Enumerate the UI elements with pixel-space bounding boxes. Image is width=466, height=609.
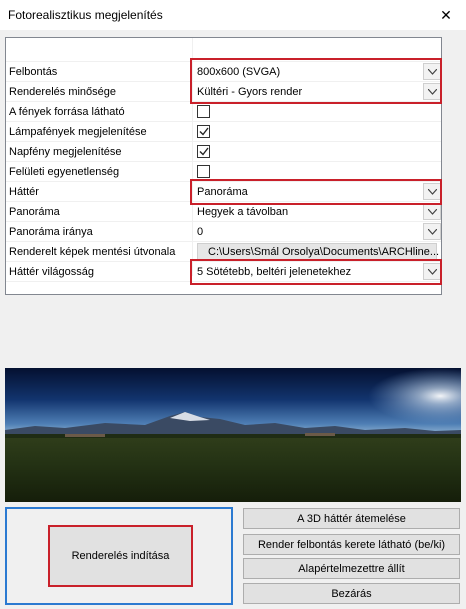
chevron-down-icon[interactable] <box>423 203 441 220</box>
grid-header <box>6 38 441 62</box>
panorama-label: Panoráma <box>9 206 60 218</box>
row-light-source-visible <box>6 102 441 122</box>
chevron-down-icon[interactable] <box>423 183 441 200</box>
surface-roughness-cell <box>193 162 441 181</box>
chevron-down-icon[interactable] <box>423 223 441 240</box>
row-surface-roughness <box>6 162 441 182</box>
chevron-down-icon[interactable] <box>423 63 441 80</box>
close-icon[interactable]: ✕ <box>440 6 452 23</box>
panorama-value: Hegyek a távolban <box>197 206 289 218</box>
window-title: Fotorealisztikus megjelenítés <box>8 8 163 22</box>
resolution-combo[interactable] <box>193 62 441 81</box>
row-background-brightness <box>6 262 441 282</box>
background-value: Panoráma <box>197 186 248 198</box>
light-source-visible-label: A fények forrása látható <box>9 106 125 118</box>
panorama-direction-value: 0 <box>197 226 204 238</box>
background-brightness-label: Háttér világosság <box>9 266 94 278</box>
background-combo[interactable] <box>193 182 441 201</box>
lamp-lights-cell <box>193 122 441 141</box>
save-path-button[interactable] <box>197 243 440 260</box>
save-path-label: Renderelt képek mentési útvonala <box>9 246 176 258</box>
row-render-quality <box>6 82 441 102</box>
chevron-down-icon[interactable] <box>423 263 441 280</box>
row-save-path <box>6 242 441 262</box>
lamp-lights-label: Lámpafények megjelenítése <box>9 126 147 138</box>
render-quality-combo[interactable] <box>193 82 441 101</box>
light-source-visible-checkbox[interactable] <box>197 105 210 118</box>
row-lamp-lights <box>6 122 441 142</box>
surface-roughness-label: Felületi egyenetlenség <box>9 166 120 178</box>
lamp-lights-checkbox[interactable] <box>197 125 210 138</box>
background-label: Háttér <box>9 186 39 198</box>
sunlight-label: Napfény megjelenítése <box>9 146 122 158</box>
render-panel <box>5 507 233 605</box>
close-button[interactable]: Bezárás <box>243 583 460 604</box>
panorama-direction-label: Panoráma iránya <box>9 226 93 238</box>
title-bar <box>0 0 466 30</box>
save-path-cell <box>193 242 441 261</box>
surface-roughness-checkbox[interactable] <box>197 165 210 178</box>
import-3d-background-button[interactable]: A 3D háttér átemelése <box>243 508 460 529</box>
checkmark-icon <box>199 127 209 136</box>
resolution-label: Felbontás <box>9 66 58 78</box>
row-sunlight <box>6 142 441 162</box>
light-source-visible-cell <box>193 102 441 121</box>
render-quality-label: Renderelés minősége <box>9 86 117 98</box>
checkmark-icon <box>199 147 209 156</box>
chevron-down-icon[interactable] <box>423 83 441 100</box>
row-panorama <box>6 202 441 222</box>
row-panorama-direction <box>6 222 441 242</box>
background-brightness-value: 5 Sötétebb, beltéri jelenetekhez <box>197 266 352 278</box>
panorama-combo[interactable] <box>193 202 441 221</box>
sunlight-cell <box>193 142 441 161</box>
panorama-preview-image <box>5 368 461 502</box>
background-brightness-combo[interactable] <box>193 262 441 281</box>
property-grid <box>5 37 442 295</box>
start-render-button[interactable]: Renderelés indítása <box>48 525 193 587</box>
reset-defaults-button[interactable]: Alapértelmezettre állít <box>243 558 460 579</box>
row-background <box>6 182 441 202</box>
resolution-value: 800x600 (SVGA) <box>197 66 281 78</box>
row-resolution <box>6 62 441 82</box>
save-path-value: C:\Users\Smál Orsolya\Documents\ARCHline... <box>208 246 440 258</box>
panorama-direction-stepper[interactable] <box>193 222 441 241</box>
toggle-render-frame-button[interactable]: Render felbontás kerete látható (be/ki) <box>243 534 460 555</box>
sunlight-checkbox[interactable] <box>197 145 210 158</box>
render-quality-value: Kültéri - Gyors render <box>197 86 303 98</box>
